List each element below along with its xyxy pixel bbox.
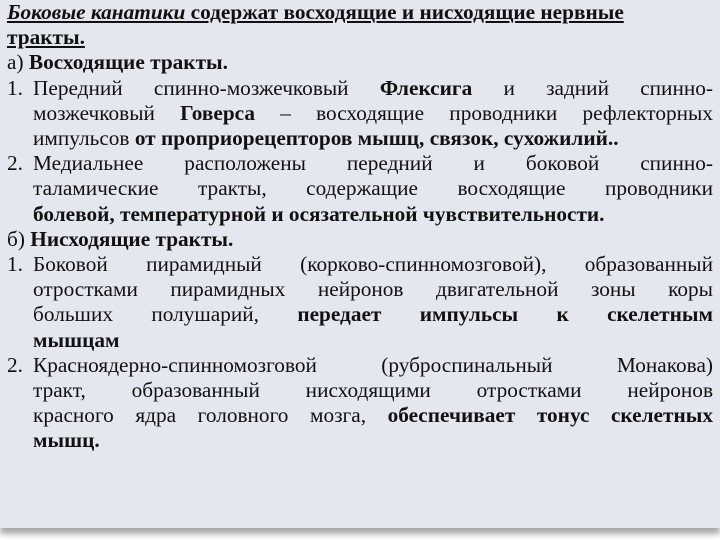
asc-item-1-author-gowers: Говерса — [180, 100, 256, 125]
desc-item-2-line-1 — [7, 353, 713, 378]
section-a-heading — [7, 50, 713, 75]
desc-item-2-l3-b: обеспечивает тонус скелетных — [387, 403, 713, 428]
asc-item-1-l3-b: от проприорецепторов мышц, связок, сухожилий.. — [134, 126, 619, 151]
desc-item-1-l3-b: передает импульсы к скелетным — [297, 302, 714, 327]
desc-item-2-text-1: Красноядерно-спинномозговой (руброспинальный Монакова) — [33, 352, 713, 377]
section-b-marker: б) — [7, 226, 25, 251]
asc-item-1-l2-c: – восходящие проводники рефлекторных — [255, 100, 713, 125]
title-line-1 — [7, 0, 713, 25]
desc-item-1-l3-a: больших полушарий, — [33, 302, 298, 327]
asc-item-2-number: 2. — [7, 151, 23, 176]
asc-item-1-line-3 — [7, 126, 713, 151]
section-a-title: Восходящие тракты. — [28, 50, 228, 75]
asc-item-1-text-a: Передний спинно-мозжечковый — [33, 75, 380, 100]
desc-item-1-line-3 — [7, 302, 713, 327]
asc-item-1-text-c: и задний спинно- — [472, 75, 713, 100]
title-line-2-text: тракты. — [7, 25, 85, 50]
asc-item-2-line-1 — [7, 151, 713, 176]
desc-item-2-l3-a: красного ядра головного мозга, — [33, 403, 388, 428]
asc-item-2-line-2: таламические тракты, содержащие восходящие проводники — [33, 176, 713, 201]
title-line-2 — [7, 25, 713, 50]
title-rest: содержат восходящие и нисходящие нервные — [185, 0, 624, 24]
desc-item-1-line-1 — [7, 252, 713, 277]
desc-item-2-line-2: тракт, образованный нисходящими отростками нейронов — [33, 378, 713, 403]
asc-item-1-number: 1. — [7, 75, 23, 100]
desc-item-2-l4: мышц. — [33, 428, 100, 453]
asc-item-2-text-3: болевой, температурной и осязательной чувствительности. — [33, 201, 605, 226]
section-a-marker: а) — [7, 50, 24, 75]
section-b-title: Нисходящие тракты. — [30, 226, 234, 251]
desc-item-1-number: 1. — [7, 252, 23, 277]
asc-item-1-l3-a: импульсов — [33, 126, 135, 151]
slide-content — [7, 0, 713, 454]
asc-item-2-line-3 — [7, 202, 713, 227]
desc-item-2-line-3 — [7, 403, 713, 428]
asc-item-2-text-1: Медиальнее расположены передний и боковой спинно- — [33, 151, 713, 176]
desc-item-1-line-4 — [7, 328, 713, 353]
desc-item-2-line-4 — [7, 428, 713, 453]
desc-item-1-line-2: отростками пирамидных нейронов двигательной зоны коры — [33, 277, 713, 302]
title-italic: Боковые канатики — [7, 0, 186, 24]
desc-item-1-l4: мышцам — [33, 327, 120, 352]
asc-item-1-line-2 — [7, 101, 713, 126]
asc-item-1-line-1 — [7, 76, 713, 101]
desc-item-1-text-1: Боковой пирамидный (корково-спинномозговой), образованный — [33, 252, 713, 277]
asc-item-1-author-flechsig: Флексига — [379, 75, 473, 100]
desc-item-2-number: 2. — [7, 352, 23, 377]
section-b-heading — [7, 227, 713, 252]
asc-item-1-l2-a: мозжечковый — [33, 100, 181, 125]
